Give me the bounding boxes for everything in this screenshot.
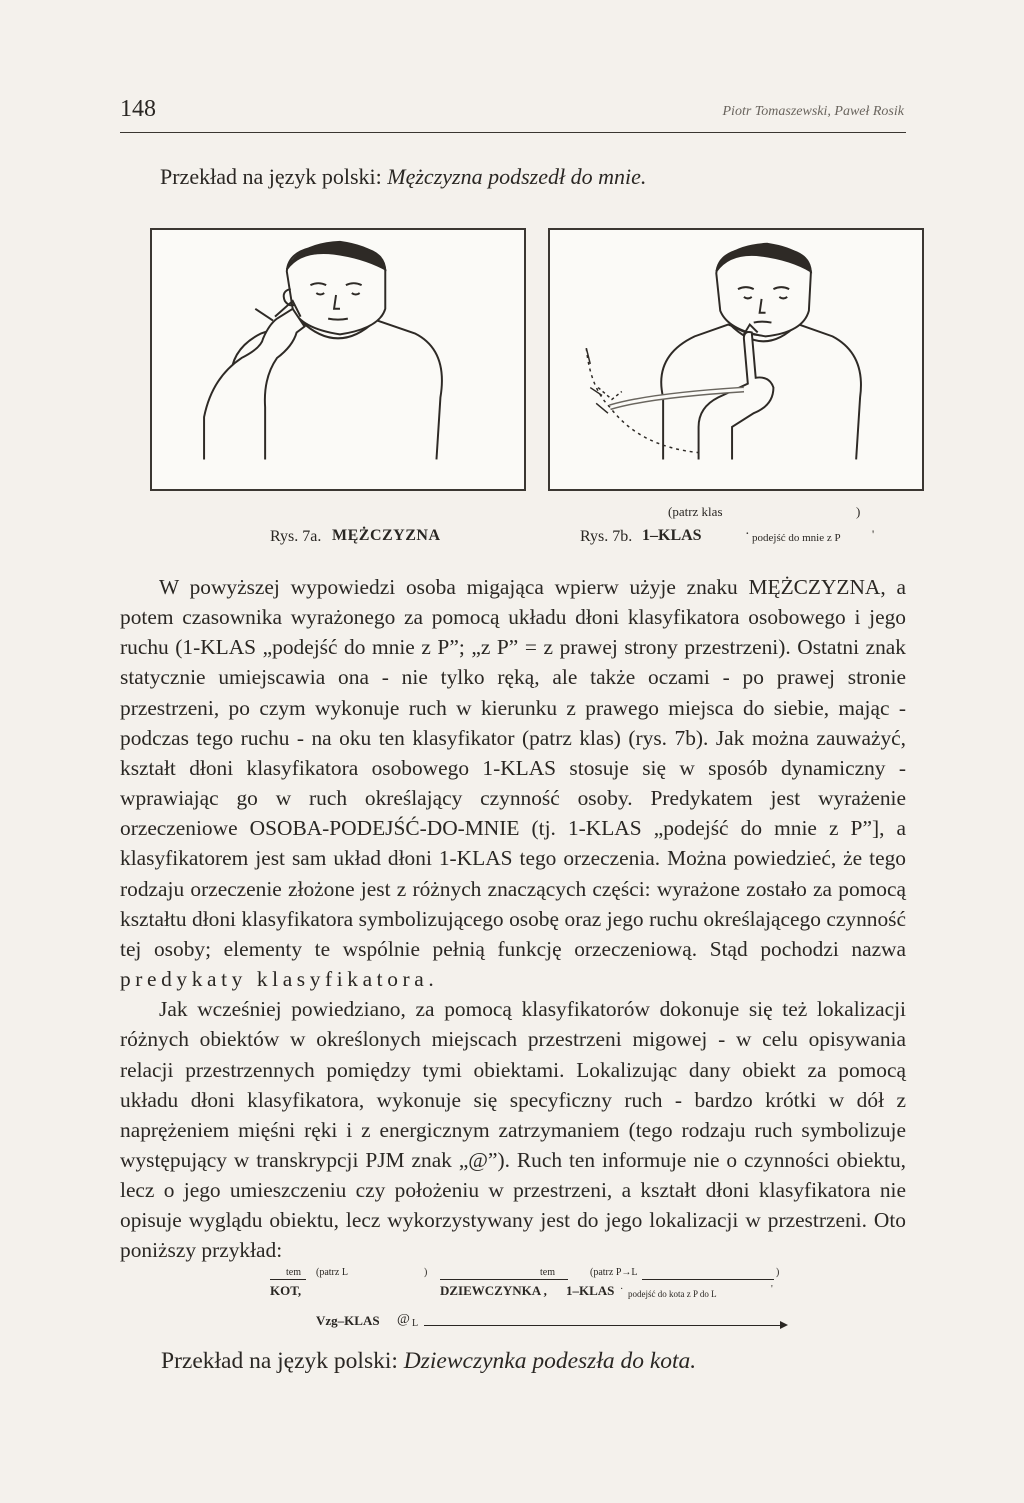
gloss-at-sign: @: [397, 1312, 410, 1327]
translation-2-prefix: Przekład na język polski:: [161, 1348, 404, 1374]
paragraph-1: [120, 572, 906, 994]
transcription-arrow-line: [424, 1325, 780, 1326]
caption-7b-tick: ': [872, 527, 875, 541]
translation-sentence: Mężczyzna podszedł do mnie.: [387, 164, 647, 189]
gloss-tick: ': [771, 1284, 773, 1295]
gloss-at-subscript: L: [412, 1318, 419, 1329]
caption-7b-label: Rys. 7b.: [580, 528, 633, 545]
gloss-1-klas: 1–KLAS: [566, 1283, 615, 1298]
body-text: [120, 572, 906, 1266]
caption-7b-dot: ·: [745, 527, 750, 542]
caption-7a-gloss: MĘŻCZYZNA: [332, 527, 441, 544]
running-head: Piotr Tomaszewski, Paweł Rosik: [722, 104, 904, 119]
illustration-man-sign-b: [550, 230, 922, 489]
transcription-close-1: ): [424, 1267, 428, 1278]
gloss-vzg-klas: Vzg–KLAS: [316, 1313, 380, 1328]
caption-7b-subscript: podejść do mnie z P: [752, 532, 841, 544]
paragraph-2: Jak wcześniej powiedziano, za pomocą klasyfikatorów dokonuje się też lokalizacji różnych obiektów w określonych miejscach przestrzeni migowej - w celu opisywania relacji przestrzennych pomiędzy tymi obiektami. Lokalizując dany obiekt za pomocą układu dłoni klasyfikatora, wykonuje się specyficzny ruch - bardzo krótki w dół z naprężeniem mięśni ręki i z energicznym zatrzymaniem (tego rodzaju ruch symbolizuje występujący w transkrypcji PJM znak „@”). Ruch ten informuje nie o czynności obiektu, lecz o jego umieszczeniu czy położeniu w przestrzeni, a kształt dłoni klasyfikatora nie opisuje wyglądu obiektu, lecz wykorzystywany jest do jego lokalizacji w przestrzeni. Oto poniższy przykład:: [120, 997, 906, 1263]
transcription-line-tem-3: [642, 1279, 774, 1280]
figure-7a: [150, 228, 526, 491]
gloss-1-klas-subscript: podejść do kota z P do L: [628, 1289, 717, 1299]
transcription-tem-1: tem: [286, 1267, 301, 1278]
paragraph-1-end: .: [428, 967, 434, 992]
paragraph-1-text: W powyższej wypowiedzi osoba migająca wpierw użyje znaku MĘŻCZYZNA, a potem czasownika wyrażonego za pomocą układu dłoni klasyfikatora osobowego i jego ruchu (1-KLAS „podejść do mnie z P”; „z P” = z prawej strony przestrzeni). Ostatni znak statycznie umiejscawia ona - nie tylko ręką, ale także oczami - po prawej stronie przestrzeni, po czym wykonuje ruch w kierunku z prawego miejsca do siebie, mając - podczas tego ruchu - na oku ten klasyfikator (patrz klas) (rys. 7b). Jak można zauważyć, kształt dłoni klasyfikatora osobowego 1-KLAS stosuje się w sposób dynamiczny - wprawiając go w ruch określający czynność osoby. Predykatem jest wyrażenie orzeczeniowe OSOBA-PODEJŚĆ-DO-MNIE (tj. 1-KLAS „podejść do mnie z P”], a klasyfikatorem jest sam układ dłoni 1-KLAS tego orzeczenia. Można powiedzieć, że tego rodzaju orzeczenie złożone jest z różnych znaczących części: wyrażone zostało za pomocą kształtu dłoni klasyfikatora symbolizującego osobę oraz jego ruchu określającego czynność tej osoby; elementy te wspólnie pełnią funkcję orzeczeniową. Stąd pochodzi nazwa: [120, 575, 906, 961]
transcription-patrz-2: (patrz P→L: [590, 1267, 638, 1278]
gloss-dot: ·: [620, 1284, 624, 1295]
transcription-close-2: ): [776, 1267, 780, 1278]
illustration-man-sign-a: [152, 230, 524, 489]
caption-7b-gloss: 1–KLAS: [642, 527, 702, 544]
transcription-arrow-head: [780, 1321, 788, 1329]
translation-line-1: [160, 164, 646, 190]
translation-2-sentence: Dziewczynka podeszła do kota.: [403, 1348, 697, 1374]
gloss-kot: KOT,: [270, 1283, 302, 1298]
paragraph-1-term: predykaty klasyfikatora: [120, 967, 429, 992]
figure-7b: [548, 228, 924, 491]
transcription-patrz-1: (patrz L: [316, 1267, 348, 1278]
transcription-line-tem-1: [270, 1279, 306, 1280]
header-rule: [120, 132, 906, 133]
transcription-line-tem-2: [440, 1279, 568, 1280]
caption-7b-gaze-close: ): [856, 504, 861, 519]
transcription-tem-2: tem: [540, 1267, 555, 1278]
translation-prefix: Przekład na język polski:: [160, 164, 388, 189]
caption-7a-label: Rys. 7a.: [270, 528, 322, 545]
translation-line-2: [161, 1348, 696, 1375]
page-number: 148: [120, 96, 156, 122]
gloss-dziewczynka: DZIEWCZYNKA ,: [440, 1283, 547, 1298]
caption-7b-gaze-open: (patrz klas: [668, 504, 723, 519]
